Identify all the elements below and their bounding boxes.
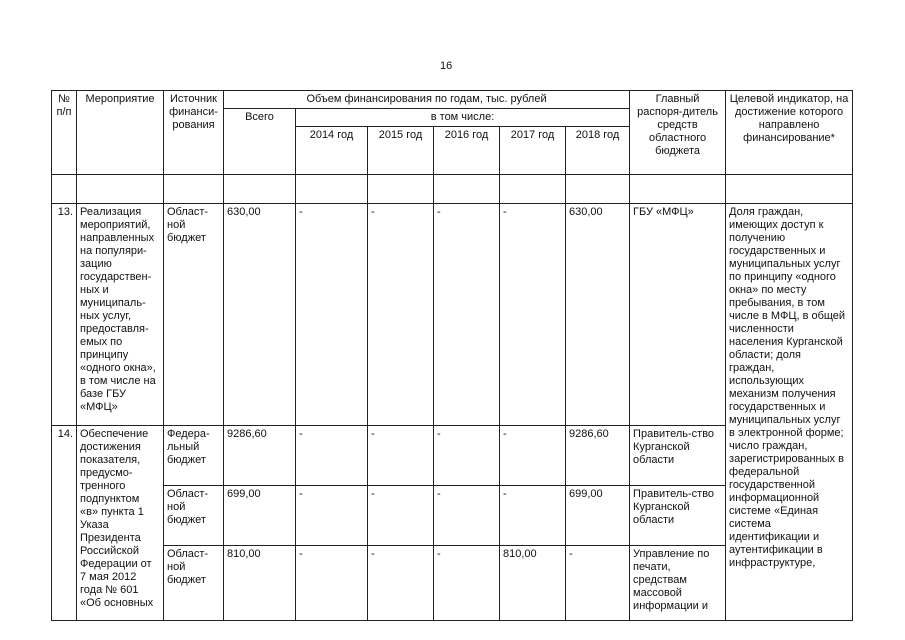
year-2016-cell: - bbox=[434, 486, 500, 546]
year-2017-cell: - bbox=[500, 204, 566, 426]
header-source: Источник финанси-рования bbox=[164, 91, 224, 175]
header-year-2015: 2015 год bbox=[368, 127, 434, 175]
source-cell: Област-ной бюджет bbox=[164, 204, 224, 426]
spacer-row bbox=[52, 175, 853, 204]
year-2018-cell: 630,00 bbox=[566, 204, 630, 426]
total-cell: 699,00 bbox=[224, 486, 296, 546]
year-2014-cell: - bbox=[296, 546, 368, 621]
header-year-2018: 2018 год bbox=[566, 127, 630, 175]
year-2015-cell: - bbox=[368, 204, 434, 426]
source-cell: Област-ной бюджет bbox=[164, 546, 224, 621]
year-2017-cell: - bbox=[500, 426, 566, 486]
total-cell: 9286,60 bbox=[224, 426, 296, 486]
year-2016-cell: - bbox=[434, 546, 500, 621]
year-2015-cell: - bbox=[368, 426, 434, 486]
row-number: 14. bbox=[52, 426, 77, 621]
header-indicator: Целевой индикатор, на достижение которого направлено финансирование* bbox=[726, 91, 853, 175]
manager-cell: Управление по печати, средствам массовой информации и bbox=[630, 546, 726, 621]
year-2014-cell: - bbox=[296, 426, 368, 486]
header-year-2014: 2014 год bbox=[296, 127, 368, 175]
manager-cell: Правитель-ство Курганской области bbox=[630, 426, 726, 486]
year-2015-cell: - bbox=[368, 546, 434, 621]
header-year-2016: 2016 год bbox=[434, 127, 500, 175]
year-2016-cell: - bbox=[434, 426, 500, 486]
header-total: Всего bbox=[224, 109, 296, 175]
year-2018-cell: 699,00 bbox=[566, 486, 630, 546]
year-2018-cell: - bbox=[566, 546, 630, 621]
header-funding-volume: Объем финансирования по годам, тыс. рублей bbox=[224, 91, 630, 109]
total-cell: 630,00 bbox=[224, 204, 296, 426]
source-cell: Област-ной бюджет bbox=[164, 486, 224, 546]
header-measure: Мероприятие bbox=[77, 91, 164, 175]
funding-table bbox=[51, 90, 853, 621]
table-row bbox=[52, 204, 853, 426]
year-2017-cell: 810,00 bbox=[500, 546, 566, 621]
manager-cell: ГБУ «МФЦ» bbox=[630, 204, 726, 426]
measure-cell: Реализация мероприятий, направленных на популяри-зацию государствен-ных и муниципаль-ных услуг, предоставля-емых по принципу «одного окна», в том числе на базе ГБУ «МФЦ» bbox=[77, 204, 164, 426]
total-cell: 810,00 bbox=[224, 546, 296, 621]
header-manager: Главный распоря-дитель средств областного бюджета bbox=[630, 91, 726, 175]
manager-cell: Правитель-ство Курганской области bbox=[630, 486, 726, 546]
header-no: № п/п bbox=[52, 91, 77, 175]
year-2015-cell: - bbox=[368, 486, 434, 546]
source-cell: Федера-льный бюджет bbox=[164, 426, 224, 486]
header-year-2017: 2017 год bbox=[500, 127, 566, 175]
year-2014-cell: - bbox=[296, 204, 368, 426]
header-including: в том числе: bbox=[296, 109, 630, 127]
row-number: 13. bbox=[52, 204, 77, 426]
page-number: 16 bbox=[440, 60, 453, 72]
indicator-cell: Доля граждан, имеющих доступ к получению государственных и муниципальных услуг по принципу «одного окна» по месту пребывания, в том числе в МФЦ, в общей численности населения Курганской области; доля граждан, использующих механизм получения государственных и муниципальных услуг в электронной форме; число граждан, зарегистрированных в федеральной государственной информационной системе «Единая система идентификации и аутентификации в инфраструктуре, bbox=[726, 204, 853, 621]
year-2017-cell: - bbox=[500, 486, 566, 546]
year-2014-cell: - bbox=[296, 486, 368, 546]
measure-cell: Обеспечение достижения показателя, предусмо-тренного подпунктом «в» пункта 1 Указа Президента Российской Федерации от 7 мая 2012 года № 601 «Об основных bbox=[77, 426, 164, 621]
year-2018-cell: 9286,60 bbox=[566, 426, 630, 486]
year-2016-cell: - bbox=[434, 204, 500, 426]
